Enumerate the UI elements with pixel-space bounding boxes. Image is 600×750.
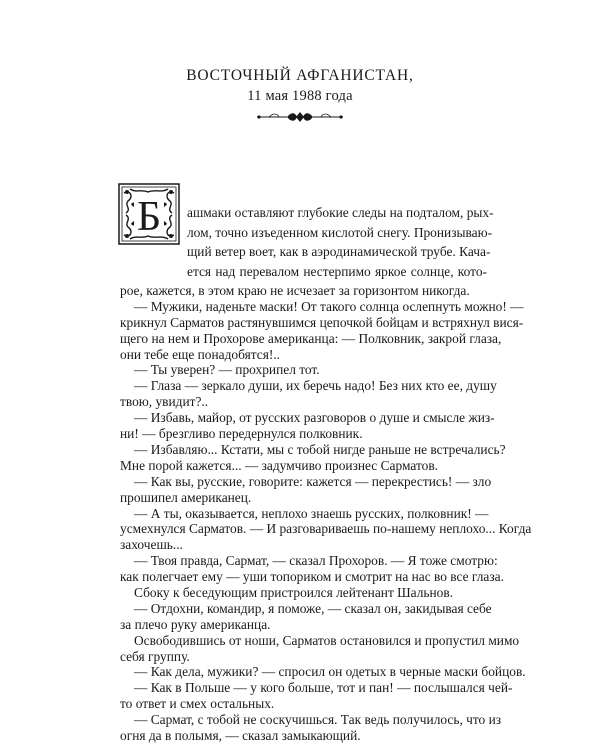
text-line: — Глаза — зеркало души, их беречь надо! Без них кто ее, душу [134, 378, 497, 394]
text-line: как полегчает ему — уши топориком и смотрит на нас во все глаза. [120, 569, 504, 585]
text-line: Освободившись от ноши, Сарматов остановился и пропустил мимо [134, 632, 520, 648]
text-line: за плечо руку американца. [120, 616, 271, 632]
text-line: твою, увидит?.. [120, 394, 209, 410]
text-line: ни! — брезгливо передернулся полковник. [120, 426, 363, 442]
text-line: крикнул Сарматов растянувшимся цепочкой бойцам и встряхнул вися- [120, 314, 524, 330]
text-line: захочешь... [120, 537, 183, 553]
drop-cap [118, 183, 180, 245]
chapter-date: 11 мая 1988 года [247, 88, 353, 104]
drop-cap-letter: Б [136, 194, 162, 240]
text-line: — Как в Польше — у кого больше, тот и пан! — послышался чей- [134, 680, 513, 696]
chapter-location-title: ВОСТОЧНЫЙ АФГАНИСТАН, [186, 67, 414, 84]
text-line: огня да в полымя, — сказал замыкающий. [120, 728, 361, 743]
text-line: — А ты, оказывается, неплохо знаешь русских, полковник! — [134, 505, 489, 521]
text-line: — Избавляю... Кстати, мы с тобой нигде раньше не встречались? [134, 441, 506, 457]
ornament-divider-icon [255, 110, 345, 124]
text-line: лом, точно изъеденном кислотой снегу. Пронизываю- [187, 224, 493, 240]
text-line: Сбоку к беседующим пристроился лейтенант Шальнов. [134, 584, 454, 600]
text-line: — Как вы, русские, говорите: кажется — перекрестись! — зло [134, 473, 492, 489]
text-line: щего на нем и Прохорове американца: — Полковник, закрой глаза, [120, 330, 502, 346]
text-line: — Как дела, мужики? — спросил он одетых в черные маски бойцов. [134, 664, 526, 680]
text-line: ашмаки оставляют глубокие следы на подталом, рых- [187, 205, 494, 220]
text-line: то ответ и смех остальных. [120, 696, 275, 712]
text-line: — Избавь, майор, от русских разговоров о душе и смысле жиз- [134, 410, 495, 426]
text-line: ется над перевалом нестерпимо яркое солнце, кото- [187, 263, 487, 279]
text-line: щий ветер воет, как в аэродинамической трубе. Кача- [187, 244, 491, 259]
text-line: они тебе еще понадобятся!.. [120, 346, 281, 362]
text-line: Мне порой кажется... — задумчиво произнес Сарматов. [120, 457, 438, 473]
text-line: — Твоя правда, Сармат, — сказал Прохоров. — Я тоже смотрю: [134, 553, 498, 569]
text-line: прошипел американец. [120, 489, 252, 505]
text-line: — Ты уверен? — прохрипел тот. [134, 362, 320, 378]
text-line: рое, кажется, в этом краю не исчезает за горизонтом никогда. [120, 283, 470, 298]
text-line: — Отдохни, командир, я поможе, — сказал он, закидывая себе [134, 600, 492, 616]
text-line: — Сармат, с тобой не соскучишься. Так ведь получилось, что из [134, 712, 502, 728]
text-line: — Мужики, наденьте маски! От такого солнца ослепнуть можно! — [134, 298, 524, 314]
text-line: себя группу. [120, 648, 190, 664]
text-line: усмехнулся Сарматов. — И разговариваешь по-нашему неплохо... Когда [120, 521, 532, 537]
